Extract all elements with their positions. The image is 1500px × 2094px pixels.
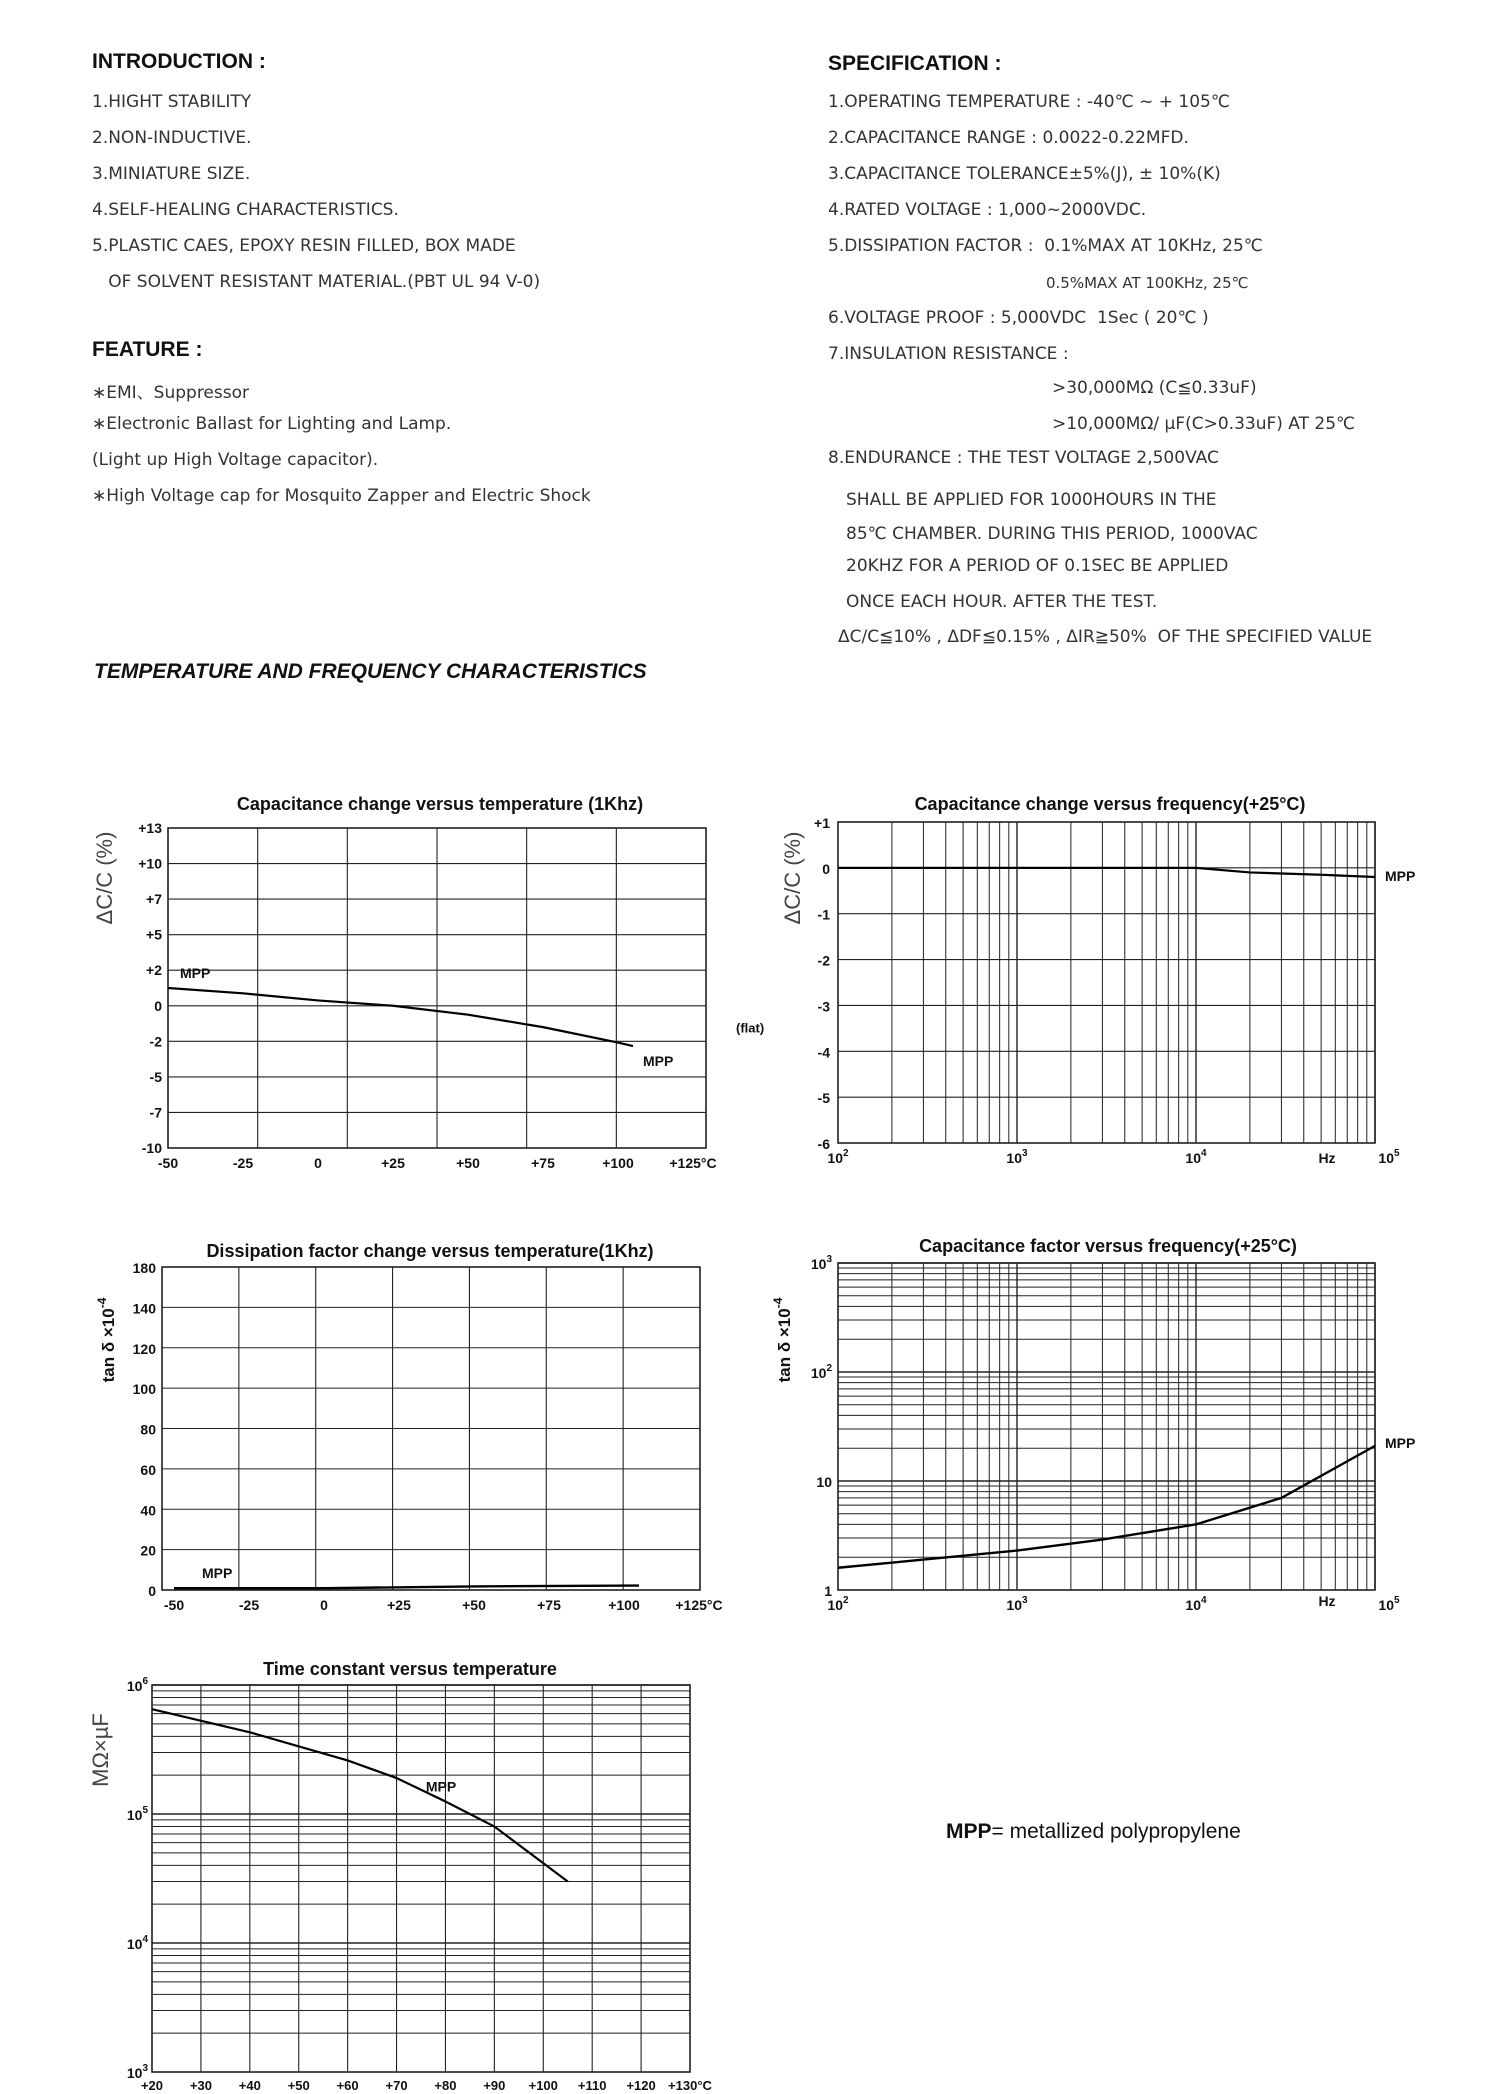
chart-title: Capacitance change versus temperature (1Khz)	[236, 794, 644, 814]
x-tick-label: +130°C	[668, 2078, 712, 2093]
x-tick-label: +70	[385, 2078, 408, 2093]
y-tick-label: 1	[824, 1583, 832, 1599]
footnote-text: = metallized polypropylene	[991, 1820, 1241, 1843]
x-tick-label: +125°C	[675, 1597, 723, 1613]
mpp-label: MPP	[202, 1565, 233, 1581]
series-line-mpp	[152, 1709, 568, 1881]
y-tick-label: $10^2$	[810, 1363, 832, 1381]
intro-line: OF SOLVENT RESISTANT MATERIAL.(PBT UL 94 V-0)	[92, 272, 541, 292]
chart-title: Dissipation factor change versus temperature(1Khz)	[206, 1241, 654, 1261]
x-tick-label: -25	[232, 1155, 254, 1171]
x-tick-label: $10^2$	[827, 1148, 849, 1166]
x-tick-label: +25	[387, 1597, 411, 1613]
mpp-label: MPP	[180, 965, 211, 981]
spec-line: >30,000MΩ (C≦0.33uF)	[1052, 378, 1257, 398]
y-tick-label: 60	[140, 1461, 156, 1478]
feature-line: ∗High Voltage cap for Mosquito Zapper and Electric Shock	[92, 486, 591, 506]
series-line-mpp	[174, 1586, 639, 1589]
x-tick-label: +80	[434, 2078, 457, 2093]
introduction-title: INTRODUCTION :	[92, 50, 266, 73]
x-tick-label: +60	[336, 2078, 359, 2093]
specification-title: SPECIFICATION :	[828, 52, 1002, 75]
intro-line: 2.NON-INDUCTIVE.	[92, 128, 252, 148]
mpp-label: MPP	[1385, 1434, 1416, 1451]
series-line-mpp	[168, 988, 633, 1046]
plot-frame	[838, 822, 1375, 1143]
y-tick-label: -5	[149, 1068, 162, 1085]
y-tick-label: -1	[817, 906, 830, 923]
x-tick-label: -50	[157, 1155, 179, 1171]
spec-line: 5.DISSIPATION FACTOR : 0.1%MAX AT 10KHz, 25℃	[828, 236, 1263, 256]
x-tick-label: +50	[287, 2078, 310, 2093]
spec-line: ΔC/C≦10% , ΔDF≦0.15% , ΔIR≧50% OF THE SPECIFIED VALUE	[838, 627, 1373, 647]
feature-line: ∗EMI、Suppressor	[92, 383, 249, 403]
x-tick-label: $10^5$	[1378, 1595, 1400, 1613]
flat-label: (flat)	[736, 1020, 765, 1036]
y-tick-label: -2	[149, 1033, 162, 1050]
spec-line: 0.5%MAX AT 100KHz, 25℃	[1046, 274, 1249, 292]
mpp-label: MPP	[1385, 868, 1416, 885]
x-tick-label: $10^4$	[1185, 1595, 1207, 1613]
y-tick-label: $10^3$	[126, 2063, 148, 2081]
plot-frame	[162, 1267, 700, 1590]
x-tick-label: +90	[483, 2078, 506, 2093]
x-tick-label: +20	[140, 2078, 164, 2093]
spec-line: SHALL BE APPLIED FOR 1000HOURS IN THE	[846, 490, 1217, 510]
section-title: TEMPERATURE AND FREQUENCY CHARACTERISTICS	[94, 660, 647, 683]
y-tick-label: -7	[149, 1104, 162, 1121]
y-tick-label: 120	[132, 1340, 156, 1357]
y-tick-label: -10	[141, 1140, 162, 1156]
feature-section	[92, 338, 792, 518]
plot-frame	[168, 828, 706, 1148]
x-tick-label: $10^4$	[1185, 1148, 1207, 1166]
y-axis-label: ΔC/C (%)	[92, 831, 117, 925]
chart-tc-vs-temp	[88, 1659, 713, 2093]
chart-df-vs-temp	[95, 1241, 723, 1613]
y-axis-label: MΩ×µF	[88, 1713, 113, 1787]
y-axis-label: ΔC/C (%)	[780, 831, 805, 925]
y-axis-label: $\tan \delta \times 10^{-4}$	[771, 1297, 794, 1383]
y-tick-label: 40	[140, 1502, 156, 1519]
y-tick-label: +13	[138, 820, 162, 836]
chart-title: Capacitance change versus frequency(+25°C)	[914, 794, 1306, 814]
x-tick-label: +75	[531, 1155, 555, 1171]
y-tick-label: $10^3$	[810, 1254, 832, 1272]
x-tick-label: $10^5$	[1378, 1148, 1400, 1166]
x-tick-label: +120	[626, 2078, 656, 2093]
intro-line: 1.HIGHT STABILITY	[92, 92, 252, 112]
x-unit-label: Hz	[1318, 1150, 1336, 1166]
spec-line: 1.OPERATING TEMPERATURE : -40℃ ~ + 105℃	[828, 92, 1230, 112]
mpp-label: MPP	[425, 1778, 457, 1795]
y-tick-label: 140	[132, 1300, 156, 1317]
x-tick-label: $10^3$	[1006, 1148, 1028, 1166]
spec-line: 20KHZ FOR A PERIOD OF 0.1SEC BE APPLIED	[846, 556, 1229, 576]
series-line-mpp	[838, 868, 1375, 877]
x-tick-label: 0	[314, 1155, 322, 1171]
y-tick-label: -4	[817, 1044, 830, 1061]
x-tick-label: +100	[602, 1155, 634, 1171]
series-line-mpp	[838, 1446, 1375, 1568]
plot-frame	[838, 1263, 1375, 1590]
x-tick-label: 0	[320, 1597, 328, 1613]
y-tick-label: -5	[817, 1090, 830, 1107]
y-tick-label: +5	[146, 926, 162, 943]
chart-cap-vs-temp	[92, 794, 764, 1171]
spec-line: 3.CAPACITANCE TOLERANCE±5%(J), ± 10%(K)	[828, 164, 1221, 184]
x-tick-label: +40	[238, 2078, 261, 2093]
intro-line: 3.MINIATURE SIZE.	[92, 164, 251, 184]
plot-frame	[152, 1685, 690, 2072]
y-tick-label: 0	[148, 1583, 156, 1599]
spec-line: 8.ENDURANCE : THE TEST VOLTAGE 2,500VAC	[828, 448, 1219, 468]
x-tick-label: +50	[462, 1597, 486, 1613]
x-tick-label: $10^3$	[1006, 1595, 1028, 1613]
y-tick-label: 100	[132, 1381, 156, 1398]
spec-line: 4.RATED VOLTAGE : 1,000~2000VDC.	[828, 200, 1147, 220]
spec-line: 2.CAPACITANCE RANGE : 0.0022-0.22MFD.	[828, 128, 1189, 148]
x-tick-label: +50	[456, 1155, 480, 1171]
y-tick-label: -6	[817, 1136, 830, 1152]
chart-tan-vs-freq	[771, 1236, 1415, 1613]
footnote-abbr: MPP	[946, 1820, 992, 1843]
spec-line: 6.VOLTAGE PROOF : 5,000VDC 1Sec ( 20℃ )	[828, 308, 1209, 328]
spec-line: 7.INSULATION RESISTANCE :	[828, 344, 1069, 364]
mpp-label: MPP	[643, 1053, 674, 1070]
y-tick-label: -2	[817, 952, 830, 969]
introduction-section	[92, 50, 792, 310]
intro-line: 5.PLASTIC CAES, EPOXY RESIN FILLED, BOX MADE	[92, 236, 516, 256]
specification-section	[828, 52, 1488, 652]
chart-title: Capacitance factor versus frequency(+25°C)	[919, 1236, 1297, 1256]
x-tick-label: +75	[537, 1597, 561, 1613]
mpp-footnote	[946, 1820, 1241, 1844]
y-tick-label: 10	[816, 1474, 832, 1490]
x-tick-label: +30	[189, 2078, 212, 2093]
chart-cap-vs-freq	[780, 794, 1415, 1166]
y-tick-label: +1	[814, 815, 830, 831]
feature-title: FEATURE :	[92, 338, 203, 361]
y-tick-label: 0	[154, 997, 162, 1014]
y-tick-label: 80	[140, 1421, 156, 1438]
x-tick-label: $10^2$	[827, 1595, 849, 1613]
feature-line: (Light up High Voltage capacitor).	[92, 450, 379, 470]
x-tick-label: +125°C	[669, 1155, 717, 1171]
y-axis-label: $\tan \delta \times 10^{-4}$	[95, 1297, 118, 1383]
spec-line: ONCE EACH HOUR. AFTER THE TEST.	[846, 592, 1158, 612]
y-tick-label: +7	[146, 891, 162, 908]
y-tick-label: -3	[817, 998, 830, 1015]
y-tick-label: +2	[146, 962, 162, 979]
x-tick-label: +100	[528, 2078, 558, 2093]
intro-line: 4.SELF-HEALING CHARACTERISTICS.	[92, 200, 399, 220]
feature-line: ∗Electronic Ballast for Lighting and Lamp.	[92, 414, 452, 434]
x-tick-label: -25	[238, 1597, 260, 1613]
chart-title: Time constant versus temperature	[263, 1659, 557, 1679]
y-tick-label: 20	[140, 1542, 156, 1559]
x-tick-label: +100	[608, 1597, 640, 1613]
y-tick-label: $10^6$	[126, 1676, 148, 1694]
spec-line: >10,000MΩ/ µF(C>0.33uF) AT 25℃	[1052, 414, 1356, 434]
y-tick-label: +10	[138, 855, 162, 872]
x-unit-label: Hz	[1318, 1593, 1336, 1609]
y-tick-label: $10^4$	[126, 1934, 148, 1952]
y-tick-label: $10^5$	[126, 1805, 148, 1823]
x-tick-label: +25	[381, 1155, 405, 1171]
spec-line: 85℃ CHAMBER. DURING THIS PERIOD, 1000VAC	[846, 524, 1258, 544]
x-tick-label: -50	[163, 1597, 185, 1613]
x-tick-label: +110	[577, 2078, 607, 2093]
y-tick-label: 0	[822, 860, 830, 877]
y-tick-label: 180	[132, 1260, 156, 1276]
